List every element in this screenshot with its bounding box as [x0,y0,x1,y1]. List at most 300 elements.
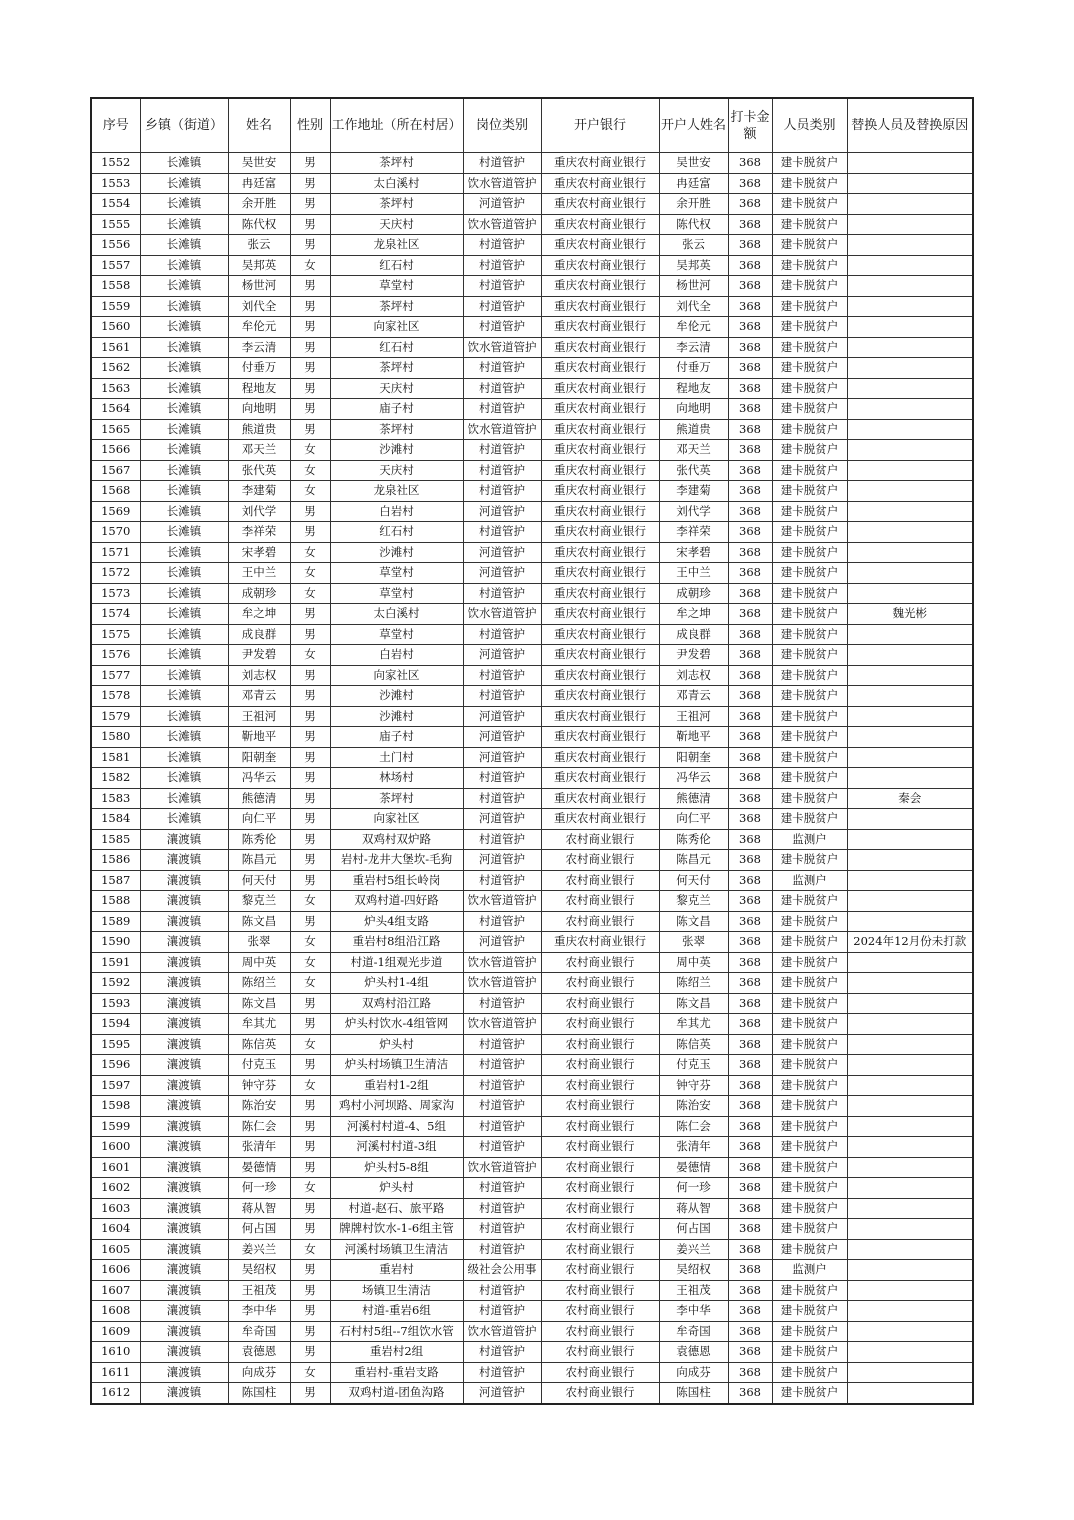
col-account-holder-cell: 姜兴兰 [659,1239,728,1260]
col-gender-cell: 男 [290,522,330,543]
col-bank-cell: 重庆农村商业银行 [541,706,659,727]
col-name-cell: 蒋从智 [228,1198,290,1219]
col-index-cell: 1603 [91,1198,140,1219]
col-replacement-cell [847,276,973,297]
col-post-type-cell: 村道管护 [463,153,541,174]
col-gender-cell: 男 [290,1055,330,1076]
col-work-address-cell: 天庆村 [330,214,463,235]
col-work-address-cell: 沙滩村 [330,440,463,461]
col-bank-cell: 农村商业银行 [541,911,659,932]
col-account-holder-cell: 杨世河 [659,276,728,297]
col-index-cell: 1571 [91,542,140,563]
col-township-cell: 长滩镇 [140,645,228,666]
col-account-holder-cell: 熊德清 [659,788,728,809]
col-replacement-cell [847,1362,973,1383]
col-bank-cell: 农村商业银行 [541,870,659,891]
col-amount-cell: 368 [728,378,772,399]
col-account-holder-cell: 付垂万 [659,358,728,379]
col-replacement-cell [847,440,973,461]
col-work-address-cell: 重岩村-重岩支路 [330,1362,463,1383]
table-row [91,337,973,358]
col-post-type-cell: 村道管护 [463,378,541,399]
col-bank-cell: 重庆农村商业银行 [541,235,659,256]
col-account-holder-cell: 吴邦英 [659,255,728,276]
col-index-cell: 1573 [91,583,140,604]
col-bank-cell: 重庆农村商业银行 [541,460,659,481]
col-index-cell: 1593 [91,993,140,1014]
col-name-cell: 邓青云 [228,686,290,707]
table-row [91,1137,973,1158]
col-amount-cell: 368 [728,788,772,809]
table-row [91,1055,973,1076]
col-amount-cell: 368 [728,1096,772,1117]
col-account-holder-cell: 向仁平 [659,809,728,830]
col-person-type-cell: 建卡脱贫户 [772,542,847,563]
col-post-type-cell: 饮水管道管护 [463,604,541,625]
col-account-holder-cell: 陈信英 [659,1034,728,1055]
col-account-holder-cell: 袁德恩 [659,1342,728,1363]
col-township-cell: 长滩镇 [140,440,228,461]
col-name-cell: 陈信英 [228,1034,290,1055]
col-replacement-cell [847,1116,973,1137]
col-gender-cell: 男 [290,686,330,707]
col-index-cell: 1568 [91,481,140,502]
col-work-address-cell: 炉头村 [330,1178,463,1199]
col-bank-cell: 重庆农村商业银行 [541,399,659,420]
col-post-type-cell: 村道管护 [463,768,541,789]
col-township-cell: 瀼渡镇 [140,1383,228,1404]
col-gender-cell: 男 [290,829,330,850]
col-bank-cell: 重庆农村商业银行 [541,604,659,625]
col-work-address-cell: 庙子村 [330,399,463,420]
col-replacement-cell [847,747,973,768]
col-amount-cell: 368 [728,1116,772,1137]
col-account-holder-cell: 陈文昌 [659,911,728,932]
col-amount-cell: 368 [728,727,772,748]
col-person-type-cell: 建卡脱贫户 [772,932,847,953]
col-account-holder-cell: 何一珍 [659,1178,728,1199]
col-post-type-cell: 村道管护 [463,911,541,932]
col-person-type-cell: 建卡脱贫户 [772,788,847,809]
col-replacement-cell [847,706,973,727]
col-post-type-cell: 村道管护 [463,829,541,850]
col-township-cell: 瀼渡镇 [140,1219,228,1240]
col-township-cell: 长滩镇 [140,665,228,686]
col-person-type-cell: 建卡脱贫户 [772,235,847,256]
col-post-type-cell: 河道管护 [463,194,541,215]
col-bank-cell: 重庆农村商业银行 [541,747,659,768]
col-bank-cell: 重庆农村商业银行 [541,296,659,317]
col-replacement-cell [847,850,973,871]
col-replacement-cell [847,173,973,194]
col-township-cell: 长滩镇 [140,624,228,645]
col-index-cell: 1555 [91,214,140,235]
col-index-cell: 1610 [91,1342,140,1363]
col-replacement-cell [847,1280,973,1301]
col-work-address-cell: 龙泉社区 [330,481,463,502]
col-township-cell: 瀼渡镇 [140,911,228,932]
col-gender-cell: 女 [290,460,330,481]
col-index-cell: 1580 [91,727,140,748]
col-person-type-cell: 建卡脱贫户 [772,173,847,194]
col-post-type-cell: 河道管护 [463,727,541,748]
col-account-holder-cell: 吴绍权 [659,1260,728,1281]
col-gender-cell: 男 [290,378,330,399]
col-work-address-cell: 沙滩村 [330,686,463,707]
col-account-holder-cell: 李中华 [659,1301,728,1322]
col-replacement-cell: 秦会 [847,788,973,809]
col-work-address-cell: 鸡村小河坝路、周家沟 [330,1096,463,1117]
col-post-type-cell: 村道管护 [463,276,541,297]
col-bank-cell: 农村商业银行 [541,1198,659,1219]
col-name-cell: 尹发碧 [228,645,290,666]
col-replacement-cell [847,952,973,973]
col-post-type-cell: 河道管护 [463,542,541,563]
col-township-cell: 长滩镇 [140,317,228,338]
col-work-address-cell: 双鸡村道-团鱼沟路 [330,1383,463,1404]
col-name-cell: 晏德情 [228,1157,290,1178]
col-account-holder-cell: 余开胜 [659,194,728,215]
col-amount-cell: 368 [728,850,772,871]
col-amount-cell: 368 [728,891,772,912]
col-work-address-cell: 龙泉社区 [330,235,463,256]
col-gender-cell: 男 [290,665,330,686]
col-post-type-cell: 村道管护 [463,1034,541,1055]
col-post-type-cell: 饮水管道管护 [463,1157,541,1178]
col-index-cell: 1566 [91,440,140,461]
col-replacement-cell [847,419,973,440]
col-index-cell: 1582 [91,768,140,789]
col-post-type-cell: 村道管护 [463,317,541,338]
col-township-cell: 瀼渡镇 [140,952,228,973]
table-row [91,952,973,973]
col-bank-cell: 农村商业银行 [541,1383,659,1404]
col-name-cell: 熊道贵 [228,419,290,440]
col-work-address-cell: 炉头村场镇卫生清洁 [330,1055,463,1076]
col-township-cell: 长滩镇 [140,727,228,748]
col-gender-cell: 男 [290,1321,330,1342]
col-name-cell: 向成芬 [228,1362,290,1383]
col-amount-cell: 368 [728,317,772,338]
roster-table [90,97,974,1405]
col-gender-cell: 女 [290,440,330,461]
col-bank-cell: 农村商业银行 [541,1034,659,1055]
col-gender-cell: 男 [290,809,330,830]
col-person-type-cell: 建卡脱贫户 [772,727,847,748]
col-amount-cell: 368 [728,296,772,317]
table-row [91,1260,973,1281]
col-amount-cell: 368 [728,1178,772,1199]
col-name-cell: 宋孝碧 [228,542,290,563]
col-index-cell: 1575 [91,624,140,645]
col-township-cell: 长滩镇 [140,173,228,194]
table-row [91,358,973,379]
col-account-holder-cell: 熊道贵 [659,419,728,440]
col-index-cell: 1589 [91,911,140,932]
col-replacement-cell [847,891,973,912]
col-township-cell: 长滩镇 [140,481,228,502]
col-township-cell: 瀼渡镇 [140,1260,228,1281]
col-bank-cell: 农村商业银行 [541,1075,659,1096]
col-township-cell: 长滩镇 [140,194,228,215]
col-bank-cell: 重庆农村商业银行 [541,809,659,830]
col-person-type-cell: 建卡脱贫户 [772,378,847,399]
col-index-cell: 1570 [91,522,140,543]
col-amount-cell: 368 [728,686,772,707]
col-bank-cell: 农村商业银行 [541,850,659,871]
col-township-cell: 长滩镇 [140,542,228,563]
col-work-address-cell: 双鸡村沿江路 [330,993,463,1014]
col-replacement-cell [847,317,973,338]
col-person-type-cell: 建卡脱贫户 [772,1239,847,1260]
col-township-cell: 瀼渡镇 [140,850,228,871]
col-person-type-cell: 建卡脱贫户 [772,1157,847,1178]
col-person-type-cell: 建卡脱贫户 [772,276,847,297]
col-person-type-cell: 建卡脱贫户 [772,850,847,871]
col-work-address-cell: 重岩村8组沿江路 [330,932,463,953]
col-person-type-cell: 建卡脱贫户 [772,337,847,358]
col-post-type-cell: 村道管护 [463,481,541,502]
col-post-type-cell: 河道管护 [463,932,541,953]
col-work-address-cell: 太白溪村 [330,173,463,194]
col-bank-cell: 重庆农村商业银行 [541,153,659,174]
col-gender-cell: 男 [290,276,330,297]
col-bank-cell: 农村商业银行 [541,1219,659,1240]
col-amount-cell: 368 [728,1055,772,1076]
col-account-holder-cell: 向成芬 [659,1362,728,1383]
col-index-cell: 1594 [91,1014,140,1035]
col-person-type-cell: 建卡脱贫户 [772,419,847,440]
col-township-cell: 长滩镇 [140,522,228,543]
col-index-cell: 1611 [91,1362,140,1383]
col-township-cell: 长滩镇 [140,296,228,317]
col-index-cell: 1563 [91,378,140,399]
col-account-holder-cell: 牟其尤 [659,1014,728,1035]
col-amount-cell: 368 [728,768,772,789]
col-post-type-cell: 河道管护 [463,563,541,584]
col-amount-cell: 368 [728,583,772,604]
table-row [91,399,973,420]
table-header [91,98,973,153]
col-person-type-cell: 建卡脱贫户 [772,358,847,379]
col-post-type-cell: 村道管护 [463,440,541,461]
col-gender-cell: 男 [290,317,330,338]
table-row [91,911,973,932]
col-bank-cell: 重庆农村商业银行 [541,419,659,440]
table-row [91,665,973,686]
col-amount-cell: 368 [728,809,772,830]
col-person-type-cell: 建卡脱贫户 [772,706,847,727]
col-work-address-cell: 红石村 [330,522,463,543]
col-amount-cell: 368 [728,952,772,973]
col-name-cell: 杨世河 [228,276,290,297]
col-replacement-cell [847,460,973,481]
col-account-holder-cell: 阳朝奎 [659,747,728,768]
col-amount-cell: 368 [728,440,772,461]
col-bank-cell: 重庆农村商业银行 [541,317,659,338]
col-post-type-cell: 饮水管道管护 [463,952,541,973]
col-replacement-cell [847,624,973,645]
col-index-cell: 1553 [91,173,140,194]
col-township-cell: 长滩镇 [140,419,228,440]
table-row [91,870,973,891]
table-row [91,214,973,235]
col-work-address-cell: 向家社区 [330,665,463,686]
table-row [91,932,973,953]
col-replacement-cell [847,1178,973,1199]
col-index-cell: 1587 [91,870,140,891]
col-amount-cell: 368 [728,1157,772,1178]
col-index-cell: 1588 [91,891,140,912]
col-person-type-cell: 建卡脱贫户 [772,1137,847,1158]
col-account-holder-cell: 牟奇国 [659,1321,728,1342]
col-person-type-cell: 监测户 [772,870,847,891]
col-amount-cell: 368 [728,1219,772,1240]
col-person-type-cell: 建卡脱贫户 [772,993,847,1014]
col-index-cell: 1604 [91,1219,140,1240]
col-account-holder-cell: 冯华云 [659,768,728,789]
col-account-holder-cell: 张云 [659,235,728,256]
col-replacement-cell [847,1342,973,1363]
col-post-type-cell: 村道管护 [463,870,541,891]
col-name-cell: 熊德清 [228,788,290,809]
col-township-cell: 瀼渡镇 [140,891,228,912]
col-work-address-cell: 白岩村 [330,501,463,522]
col-account-holder-cell: 牟伦元 [659,317,728,338]
col-amount-cell: 368 [728,1198,772,1219]
col-replacement-cell [847,1075,973,1096]
col-bank-cell: 重庆农村商业银行 [541,214,659,235]
table-row [91,686,973,707]
col-account-holder-cell: 程地友 [659,378,728,399]
col-replacement-cell [847,378,973,399]
col-township-cell: 瀼渡镇 [140,1137,228,1158]
col-replacement-cell [847,645,973,666]
col-bank-cell: 农村商业银行 [541,1137,659,1158]
table-row [91,522,973,543]
col-name-cell: 何一珍 [228,1178,290,1199]
col-gender-cell: 男 [290,337,330,358]
col-name-cell: 牟伦元 [228,317,290,338]
table-row [91,1383,973,1404]
col-post-type-cell: 饮水管道管护 [463,1014,541,1035]
table-row [91,604,973,625]
col-account-holder-cell: 周中英 [659,952,728,973]
col-index-cell: 1557 [91,255,140,276]
col-index-cell: 1602 [91,1178,140,1199]
col-gender-cell: 男 [290,296,330,317]
col-work-address-cell: 草堂村 [330,276,463,297]
col-name-cell: 陈文昌 [228,993,290,1014]
col-bank-cell: 农村商业银行 [541,1055,659,1076]
col-account-holder-cell: 尹发碧 [659,645,728,666]
col-amount-cell: 368 [728,358,772,379]
col-gender-cell: 男 [290,1260,330,1281]
table-row [91,1239,973,1260]
col-replacement-cell [847,973,973,994]
col-post-type-cell: 村道管护 [463,624,541,645]
col-bank-cell: 农村商业银行 [541,1178,659,1199]
col-work-address-cell: 茶坪村 [330,419,463,440]
col-index-cell: 1586 [91,850,140,871]
col-index-cell: 1567 [91,460,140,481]
col-gender-cell: 女 [290,645,330,666]
col-replacement-cell [847,501,973,522]
col-work-address-cell: 双鸡村道-四好路 [330,891,463,912]
col-bank-cell: 农村商业银行 [541,1280,659,1301]
col-person-type-cell: 建卡脱贫户 [772,440,847,461]
col-replacement-cell [847,993,973,1014]
col-post-type-cell: 村道管护 [463,686,541,707]
col-post-type-cell: 村道管护 [463,1239,541,1260]
col-gender-cell: 男 [290,399,330,420]
col-gender-cell: 男 [290,747,330,768]
col-post-type-cell: 村道管护 [463,522,541,543]
col-amount-cell: 368 [728,645,772,666]
col-gender-cell: 女 [290,1075,330,1096]
col-amount-cell: 368 [728,481,772,502]
table-row [91,1280,973,1301]
col-replacement-cell [847,358,973,379]
col-person-type-cell: 建卡脱贫户 [772,624,847,645]
col-name-cell: 陈秀伦 [228,829,290,850]
col-name-cell: 姜兴兰 [228,1239,290,1260]
col-replacement-cell [847,563,973,584]
col-replacement-cell [847,870,973,891]
col-replacement-cell [847,768,973,789]
col-work-address-cell: 土门村 [330,747,463,768]
col-gender-cell: 男 [290,624,330,645]
col-amount-cell: 368 [728,973,772,994]
col-index-cell: 1572 [91,563,140,584]
header-col-account-holder: 开户人姓名 [659,98,728,153]
col-bank-cell: 重庆农村商业银行 [541,255,659,276]
col-township-cell: 瀼渡镇 [140,1321,228,1342]
col-post-type-cell: 村道管护 [463,583,541,604]
col-work-address-cell: 重岩村 [330,1260,463,1281]
table-row [91,1096,973,1117]
col-index-cell: 1574 [91,604,140,625]
col-township-cell: 瀼渡镇 [140,1055,228,1076]
col-person-type-cell: 建卡脱贫户 [772,214,847,235]
col-name-cell: 袁德恩 [228,1342,290,1363]
col-index-cell: 1559 [91,296,140,317]
col-person-type-cell: 建卡脱贫户 [772,1280,847,1301]
col-amount-cell: 368 [728,1383,772,1404]
col-name-cell: 向地明 [228,399,290,420]
col-township-cell: 瀼渡镇 [140,1280,228,1301]
col-person-type-cell: 建卡脱贫户 [772,911,847,932]
col-replacement-cell [847,235,973,256]
col-bank-cell: 重庆农村商业银行 [541,686,659,707]
col-gender-cell: 男 [290,1137,330,1158]
col-person-type-cell: 建卡脱贫户 [772,1034,847,1055]
col-index-cell: 1581 [91,747,140,768]
col-township-cell: 长滩镇 [140,276,228,297]
col-gender-cell: 男 [290,1116,330,1137]
col-name-cell: 李建菊 [228,481,290,502]
table-row [91,747,973,768]
col-bank-cell: 重庆农村商业银行 [541,501,659,522]
col-person-type-cell: 建卡脱贫户 [772,583,847,604]
col-amount-cell: 368 [728,911,772,932]
col-work-address-cell: 林场村 [330,768,463,789]
col-name-cell: 冉廷富 [228,173,290,194]
col-bank-cell: 农村商业银行 [541,993,659,1014]
col-person-type-cell: 建卡脱贫户 [772,399,847,420]
col-township-cell: 长滩镇 [140,399,228,420]
col-person-type-cell: 建卡脱贫户 [772,317,847,338]
